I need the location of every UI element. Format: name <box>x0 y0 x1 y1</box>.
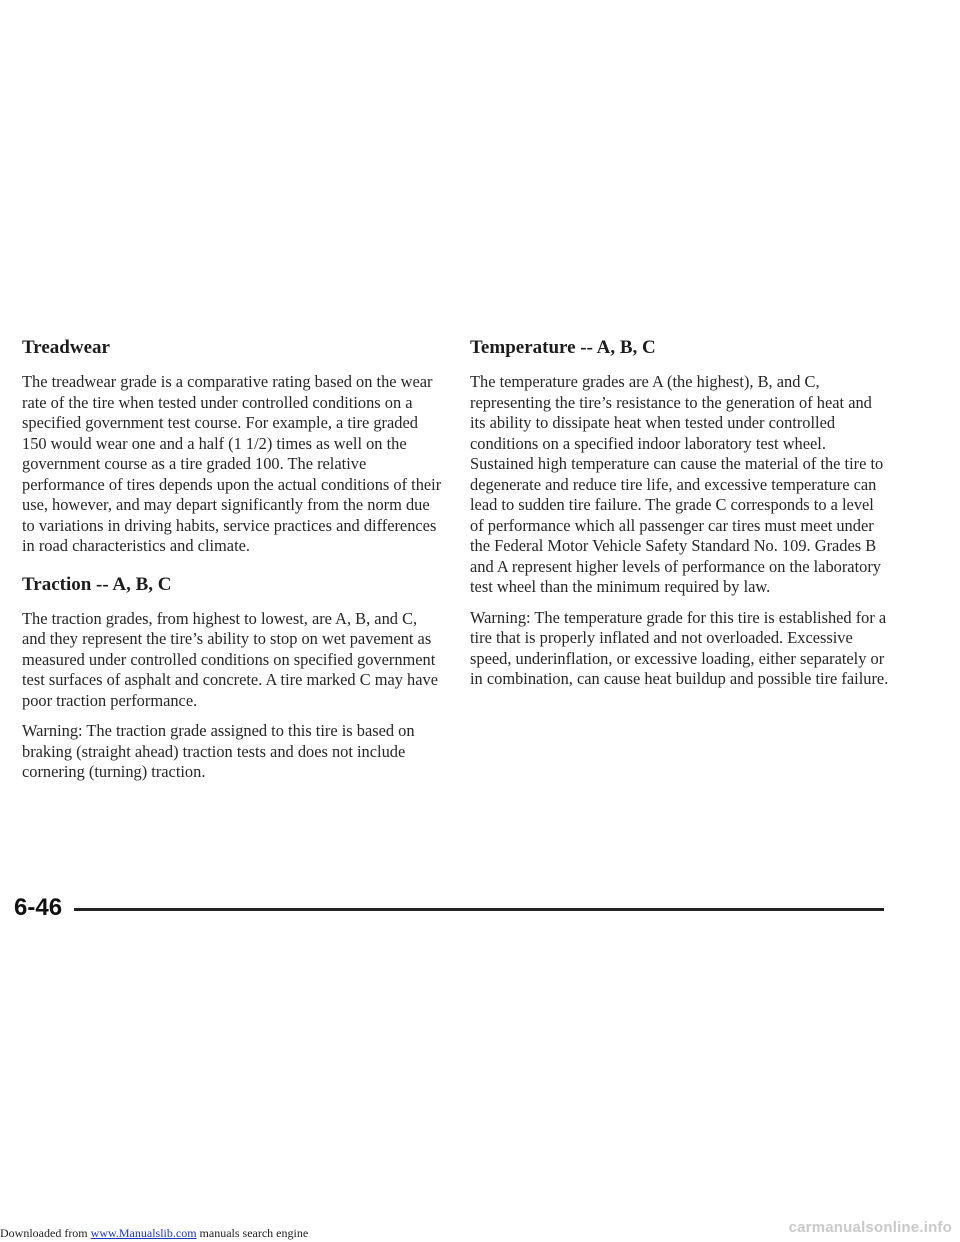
download-prefix: Downloaded from <box>0 1226 91 1240</box>
traction-heading: Traction -- A, B, C <box>22 573 172 595</box>
left-column <box>22 336 442 793</box>
right-column <box>470 336 890 700</box>
footer-rule <box>74 908 884 911</box>
page-number: 6-46 <box>14 894 63 921</box>
temperature-warning-paragraph: Warning: The temperature grade for this tire is established for a tire that is properly inflated and not overloaded. Excessive speed, underinflation, or excessive loading, either separately or in combination, can cause heat buildup and possible tire failure. <box>470 607 889 688</box>
treadwear-paragraph: The treadwear grade is a comparative rating based on the wear rate of the tire when tested under controlled conditions on a specified government test course. For example, a tire graded 150 would wear one and a half (1 1/2) times as well on the government course as a tire graded 100. The relative performance of tires depends upon the actual conditions of their use, however, and may depart significantly from the norm due to variations in driving habits, service practices and differences in road characteristics and climate. <box>22 372 442 555</box>
treadwear-heading: Treadwear <box>22 337 110 358</box>
treadwear-section <box>22 336 442 557</box>
manualslib-link[interactable]: www.Manualslib.com <box>90 1226 197 1240</box>
traction-section <box>22 573 442 783</box>
traction-paragraph: The traction grades, from highest to lowest, are A, B, and C, and they represent the tire’s ability to stop on wet pavement as measured under controlled conditions on specified government test surfaces of asphalt and concrete. A tire marked C may have poor traction performance. <box>22 608 438 710</box>
download-attribution <box>0 1226 308 1240</box>
watermark-text: carmanualsonline.info <box>788 1219 952 1236</box>
traction-warning-paragraph: Warning: The traction grade assigned to this tire is based on braking (straight ahead) traction tests and does not include cornering (turning) traction. <box>22 721 415 781</box>
download-suffix: manuals search engine <box>196 1226 309 1240</box>
temperature-heading: Temperature -- A, B, C <box>470 337 656 358</box>
temperature-paragraph: The temperature grades are A (the highest), B, and C, representing the tire’s resistance to the generation of heat and its ability to dissipate heat when tested under controlled conditions on a specified indoor laboratory test wheel. Sustained high temperature can cause the material of the tire to degenerate and reduce tire life, and excessive temperature can lead to sudden tire failure. The grade C corresponds to a level of performance which all passenger car tires must meet under the Federal Motor Vehicle Safety Standard No. 109. Grades B and A represent higher levels of performance on the laboratory test wheel than the minimum required by law. <box>470 372 884 596</box>
temperature-section <box>470 336 890 690</box>
